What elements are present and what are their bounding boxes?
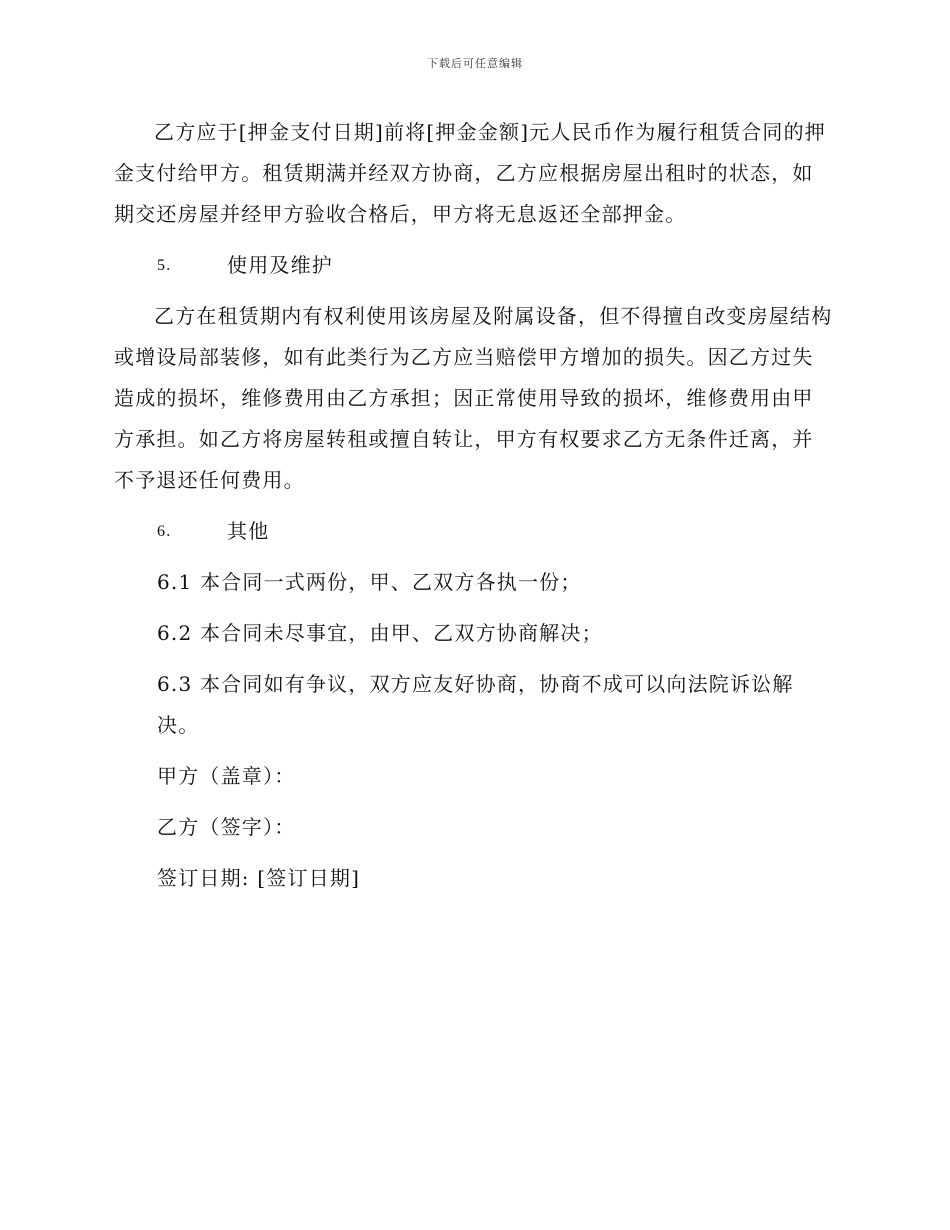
section-5-title: 使用及维护 <box>227 253 333 277</box>
sign-date: 签订日期: [签订日期] <box>157 866 361 890</box>
section-5-heading <box>114 245 834 286</box>
deposit-paragraph: 乙方应于[押金支付日期]前将[押金金额]元人民币作为履行租赁合同的押金支付给甲方。租赁期满并经双方协商，乙方应根据房屋出租时的状态，如期交还房屋并经甲方验收合格后，甲方将无息返还全部押金。 <box>114 120 827 226</box>
clause-6-1: 6.1 本合同一式两份，甲、乙双方各执一份； <box>157 570 582 594</box>
section-6-heading <box>114 511 834 552</box>
header-note: 下载后可任意编辑 <box>427 57 523 70</box>
party-a-seal: 甲方（盖章）： <box>157 764 296 788</box>
section-6-number: 6. <box>157 523 172 540</box>
clause-6-3: 6.3 本合同如有争议，双方应友好协商，协商不成可以向法院诉讼解决。 <box>157 672 794 737</box>
section-5-number: 5. <box>157 257 172 274</box>
section-6-title: 其他 <box>227 519 270 543</box>
use-paragraph: 乙方在租赁期内有权利使用该房屋及附属设备，但不得擅自改变房屋结构或增设局部装修，如有此类行为乙方应当赔偿甲方增加的损失。因乙方过失造成的损坏，维修费用由乙方承担；因正常使用导致的损坏，维修费用由甲方承担。如乙方将房屋转租或擅自转让，甲方有权要求乙方无条件迁离，并不予退还任何费用。 <box>114 304 833 492</box>
contract-body <box>114 112 834 899</box>
party-b-signature: 乙方（签字）： <box>157 815 296 839</box>
clause-6-2: 6.2 本合同未尽事宜，由甲、乙双方协商解决； <box>157 621 603 645</box>
